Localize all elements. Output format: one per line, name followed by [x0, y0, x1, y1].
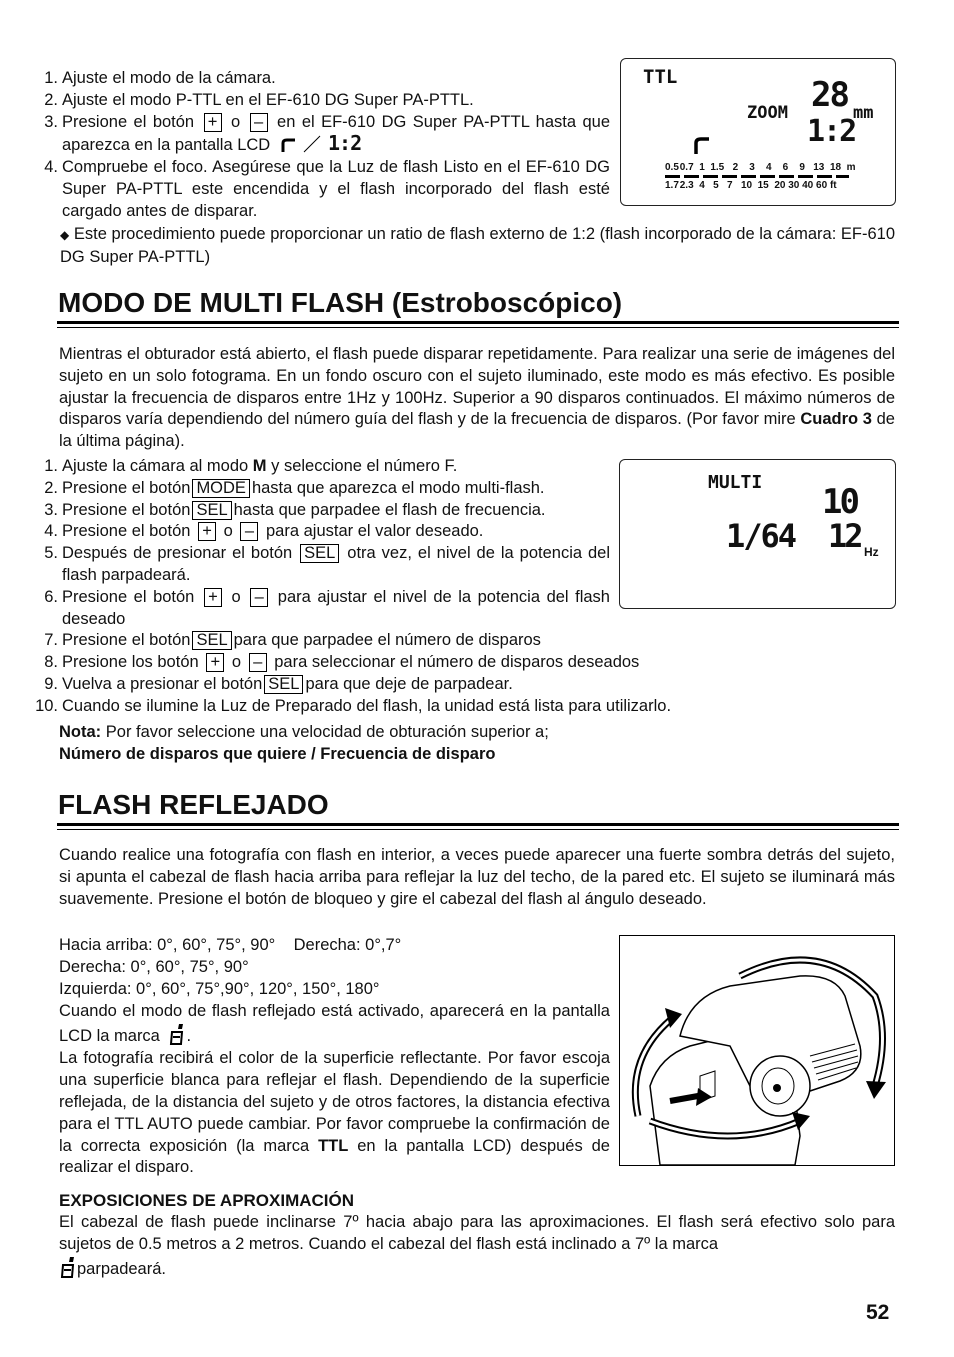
lcd-zoom-label: ZOOM: [747, 103, 788, 123]
sel-button-icon: SEL: [192, 501, 231, 520]
lcd-display-ttl: [620, 58, 896, 206]
lcd-mode-label: TTL: [643, 66, 678, 88]
section-divider: [57, 321, 899, 328]
diamond-bullet-icon: ◆: [60, 228, 70, 242]
mode-button-icon: MODE: [192, 479, 250, 498]
section-title: MODO DE MULTI FLASH (Estroboscópico): [58, 287, 623, 318]
section-title: FLASH REFLEJADO: [58, 789, 329, 820]
list-item: 9. Vuelva a presionar el botón SEL para que deje de parpadear.: [44, 674, 513, 693]
lcd-distance-scale-feet: 1.7 2.3 4 5 7 10 15 20 30 40 60 ft: [665, 180, 837, 191]
flash-head-drawing: [620, 936, 894, 1165]
list-item: 10. Cuando se ilumine la Luz de Preparado del flash, la unidad está lista para utilizarlo.: [35, 696, 672, 715]
multi-flash-note: Nota: Por favor seleccione una velocidad de obturación superior a; Número de disparos que quiere / Frecuencia de disparo: [59, 723, 549, 763]
lcd-frequency-unit: Hz: [864, 545, 879, 559]
list-item: 1. Ajuste el modo de la cámara.: [44, 69, 276, 87]
slash-icon: [301, 135, 323, 153]
list-item: 4. Compruebe el foco. Asegúrese que la Luz de flash Listo en el EF-610 DG Super PA-PTTL este encendida y el flash incorporado del flash esté cargado antes de disparar.: [44, 158, 610, 220]
bounce-mark-icon: [168, 1023, 186, 1045]
subsection-text-end: parpadeará.: [59, 1256, 166, 1281]
note-formula: Número de disparos que quiere / Frecuencia de disparo: [59, 744, 496, 763]
lcd-distance-bar: [665, 175, 849, 178]
section-intro: Cuando realice una fotografía con flash en interior, a veces puede aparecer una fuerte sombra detrás del sujeto, si apunta el cabezal de flash hacia arriba para reflejar la luz del techo, de la pared etc. El sujeto se iluminará más suavemente. Presione el botón de bloqueo y gire el cabezal del flash al ángulo deseado.: [59, 846, 895, 908]
minus-button-icon: –: [240, 522, 258, 541]
list-item: 4. Presione el botón + o – para ajustar el valor deseado.: [44, 522, 484, 541]
lcd-display-multi: [619, 459, 896, 609]
list-item: 7. Presione el botón SEL para que parpadee el número de disparos: [44, 631, 541, 650]
wireless-remote-icon: [693, 135, 711, 155]
ratio-lcd-text: 1:2: [328, 131, 362, 156]
section-divider: [57, 823, 899, 830]
plus-button-icon: +: [206, 653, 224, 672]
lcd-power-value: 1/64: [726, 517, 796, 555]
section-intro: Mientras el obturador está abierto, el flash puede disparar repetidamente. Para realizar una serie de imágenes del sujeto en un solo fotograma. En un fondo oscuro con el sujeto iluminado, este modo es más efectivo. Es posible ajustar la frecuencia de disparos entre 1Hz y 100Hz. Superior a 90 disparos continuados. El máximo números de disparos varía dependiendo del número guía del flash y de la frecuencia de disparos. (Por favor mire Cuadro 3 de la última página).: [59, 345, 895, 451]
lcd-ratio-value: 1:2: [807, 114, 856, 149]
page-number: 52: [866, 1301, 890, 1324]
sel-button-icon: SEL: [300, 544, 339, 563]
bounce-mark-icon: [59, 1256, 77, 1278]
top-steps: [44, 68, 611, 223]
list-item: 8. Presione los botón + o – para seleccionar el número de disparos deseados: [44, 653, 640, 672]
lcd-count-value: 10: [822, 482, 857, 522]
lcd-frequency-value: 12: [828, 517, 861, 555]
list-item: 5. Después de presionar el botón SEL otra vez, el nivel de la potencia del flash parpadeará.: [44, 544, 611, 584]
minus-button-icon: –: [250, 113, 268, 132]
plus-button-icon: +: [204, 113, 222, 132]
lcd-mode-label: MULTI: [708, 472, 763, 493]
list-item: 2. Presione el botón MODE hasta que aparezca el modo multi-flash.: [44, 478, 545, 497]
list-item: 3. Presione el botón + o – en el EF-610 DG Super PA-PTTL hasta que aparezca en la pantalla LCD 1:2: [44, 112, 611, 156]
minus-button-icon: –: [249, 653, 267, 672]
plus-button-icon: +: [204, 588, 222, 607]
sel-button-icon: SEL: [192, 631, 231, 650]
list-item: 3. Presione el botón SEL hasta que parpadee el flash de frecuencia.: [44, 500, 546, 519]
bounce-illustration: [619, 935, 895, 1166]
minus-button-icon: –: [250, 588, 268, 607]
bounce-details: Hacia arriba: 0°, 60°, 75°, 90° Derecha: 0°,7° Derecha: 0°, 60°, 75°, 90° Izquierda: 0°, 60°, 75°,90°, 120°, 150°, 180° Cuando el modo de flash reflejado está activado, aparecerá en la pantalla LCD la marca . La fotografía recibirá el color de la superficie reflectante. Por favor escoja una superficie blanca para reflejar el flash. Dependiendo de la superficie reflejada, de la distancia del sujeto y de otros factores, la distancia efectiva para el TTL AUTO puede cambiar. Por favor compruebe la confirmación de la correcta exposición (la marca TTL en la pantalla LCD) después de realizar el disparo.: [59, 936, 610, 1177]
list-item: 2. Ajuste el modo P-TTL en el EF-610 DG Super PA-PTTL.: [44, 90, 474, 109]
wireless-remote-icon: [281, 137, 297, 153]
top-note: ◆ Este procedimiento puede proporcionar un ratio de flash externo de 1:2 (flash incorporado de la cámara: EF-610 DG Super PA-PTTL): [60, 225, 895, 266]
plus-button-icon: +: [198, 522, 216, 541]
list-item: 6. Presione el botón + o – para ajustar el nivel de la potencia del flash deseado: [44, 587, 610, 628]
sel-button-icon: SEL: [264, 675, 303, 694]
lcd-distance-scale-meters: 0.5 0.7 1 1.5 2 3 4 6 9 13 18 m: [665, 162, 856, 173]
subsection-title: EXPOSICIONES DE APROXIMACIÓN: [59, 1191, 355, 1210]
subsection-text: El cabezal de flash puede inclinarse 7º hacia abajo para las aproximaciones. El flash será efectivo solo para sujetos de 0.5 metros a 2 metros. Cuando el cabezal del flash está inclinado a 7º la marca: [59, 1213, 895, 1253]
list-item: 1. Ajuste la cámara al modo M y seleccione el número F.: [44, 457, 458, 475]
lcd-zoom-value: 28: [811, 75, 848, 115]
lcd-zoom-unit: mm: [853, 103, 874, 123]
